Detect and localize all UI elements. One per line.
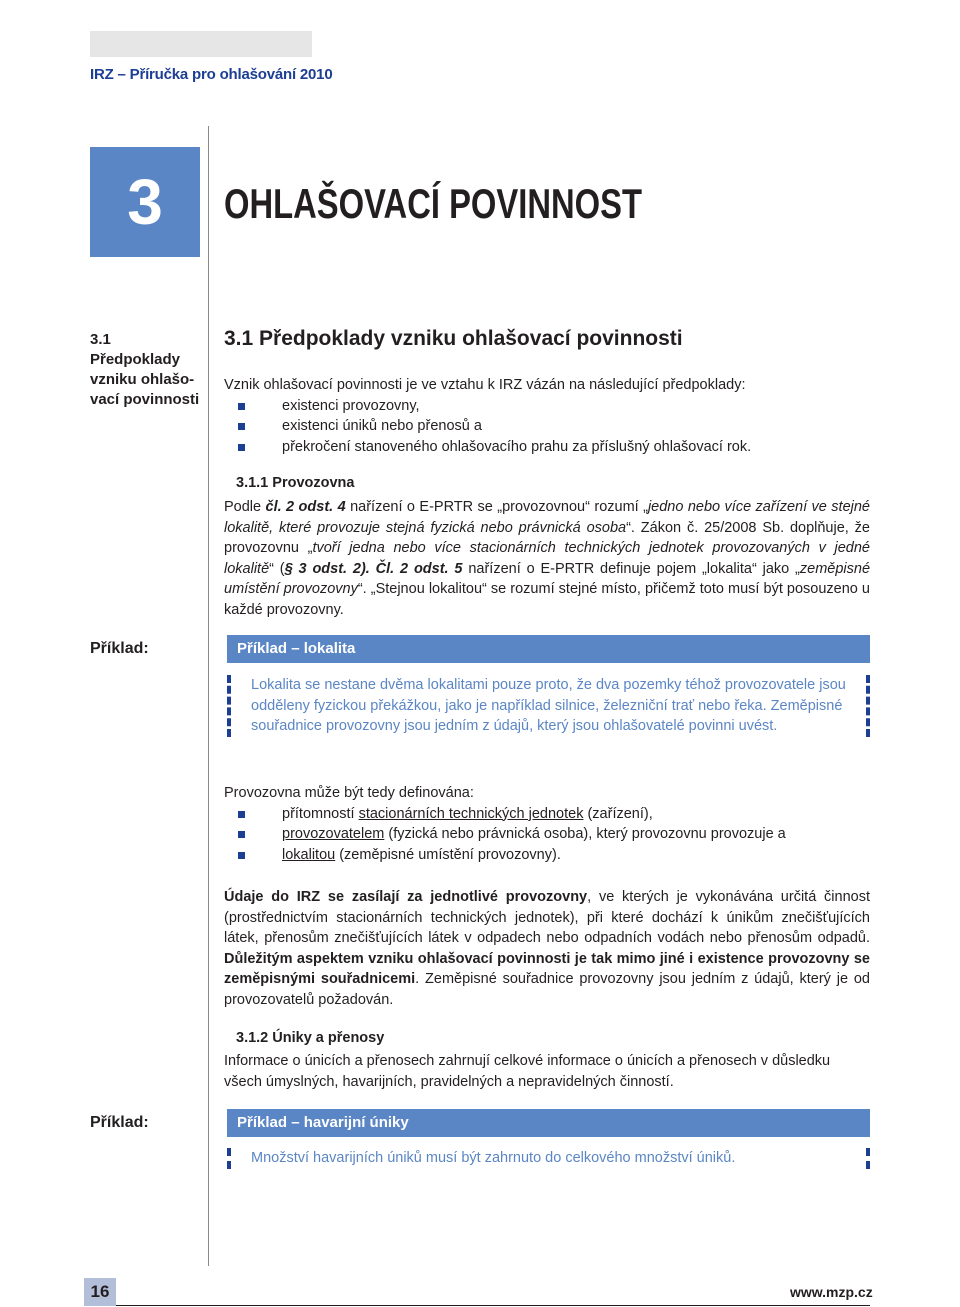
header-bar bbox=[90, 31, 312, 57]
paragraph-releases: Informace o únicích a přenosech zahrnují celkové informace o únicích a přenosech v důsledku všech úmyslných, havarijních, pravidelných a nepravidelných činností. bbox=[224, 1053, 831, 1090]
section-intro: Vznik ohlašovací povinnosti je ve vztahu k IRZ vázán na následující předpoklady: existenci provozovny, existenci úniků nebo přenosů a překročení stanoveného ohlašovacího prahu za příslušný ohlašovací rok. bbox=[224, 375, 870, 457]
paragraph-data-submission: Údaje do IRZ se zasílají za jednotlivé provozovny, ve kterých je vykonávána určitá činnost (prostřednictvím stacionárních technických jednotek), při které dochází k únikům znečišťujících látek, přenosům znečišťujících látek v odpadech nebo odpadních vodách nebo přenosům odpadů. Důležitým aspektem vzniku ohlašovací povinnosti je tak mimo jiné i existence provozovny se zeměpisnými souřadnicemi. Zeměpisné souřadnice provozovny jsou jedním z údajů, který je od provozovatelů požadován. bbox=[224, 889, 870, 1008]
list-item: existenci provozovny, bbox=[224, 396, 870, 417]
footer-rule bbox=[116, 1305, 870, 1306]
margin-divider bbox=[208, 126, 209, 1266]
paragraph-definition: Podle čl. 2 odst. 4 nařízení o E-PRTR se „provozovnou“ rozumí „jedno nebo více zařízení ve stejné lokalitě, které provozuje stejná fyzická nebo právnická osoba“. Zákon č. 25/2008 Sb. doplňuje, že provozovnu „tvoří jedna nebo více stacionárních technických jednotek provozovaných v jedné lokalitě“ (§ 3 odst. 2). Čl. 2 odst. 5 nařízení o E-PRTR definuje pojem „lokalita“ jako „zeměpisné umístění provozovny“. „Stejnou lokalitou“ se rozumí stejné místo, přičemž toto musí být posouzeno u každé provozovny. bbox=[224, 499, 871, 618]
page-number: 16 bbox=[90, 1282, 110, 1301]
list-item: provozovatelem (fyzická nebo právnická osoba), který provozovnu provozuje a bbox=[224, 824, 870, 845]
example-heading: Příklad – lokalita bbox=[227, 635, 870, 663]
list-item: lokalitou (zeměpisné umístění provozovny). bbox=[224, 845, 870, 866]
chapter-title: OHLAŠOVACÍ POVINNOST bbox=[224, 180, 643, 227]
list-item: existenci úniků nebo přenosů a bbox=[224, 416, 870, 437]
sidebar-section-label: 3.1 Předpoklady vzniku ohlašo- vací povinnosti bbox=[90, 331, 200, 408]
subsection-heading-uniky: 3.1.2 Úniky a přenosy bbox=[236, 1030, 385, 1046]
definition-list: Provozovna může být tedy definována: přítomností stacionárních technických jednotek (zařízení), provozovatelem (fyzická nebo právnická osoba), který provozovnu provozuje a lokalitou (zeměpisné umístění provozovny). bbox=[224, 783, 870, 865]
running-header: IRZ – Příručka pro ohlašování 2010 bbox=[90, 66, 333, 83]
example-box: Lokalita se nestane dvěma lokalitami pouze proto, že dva pozemky téhož provozovatele jsou odděleny fyzickou překážkou, jako je například silnice, železniční trať nebo řeka. Zeměpisné souřadnice provozovny jsou jedním z údajů, který jsou ohlašovatelé povinni uvést. bbox=[227, 675, 870, 737]
section-heading: 3.1 Předpoklady vzniku ohlašovací povinnosti bbox=[224, 327, 683, 350]
list-item: překročení stanoveného ohlašovacího prahu za příslušný ohlašovací rok. bbox=[224, 437, 870, 458]
list-item: přítomností stacionárních technických jednotek (zařízení), bbox=[224, 804, 870, 825]
subsection-heading-provozovna: 3.1.1 Provozovna bbox=[236, 475, 355, 491]
footer-url: www.mzp.cz bbox=[790, 1284, 873, 1300]
example-label: Příklad: bbox=[90, 1114, 149, 1131]
chapter-number: 3 bbox=[127, 166, 163, 238]
example-heading: Příklad – havarijní úniky bbox=[227, 1109, 870, 1137]
example-box: Množství havarijních úniků musí být zahrnuto do celkového množství úniků. bbox=[227, 1148, 870, 1169]
example-label: Příklad: bbox=[90, 640, 149, 657]
